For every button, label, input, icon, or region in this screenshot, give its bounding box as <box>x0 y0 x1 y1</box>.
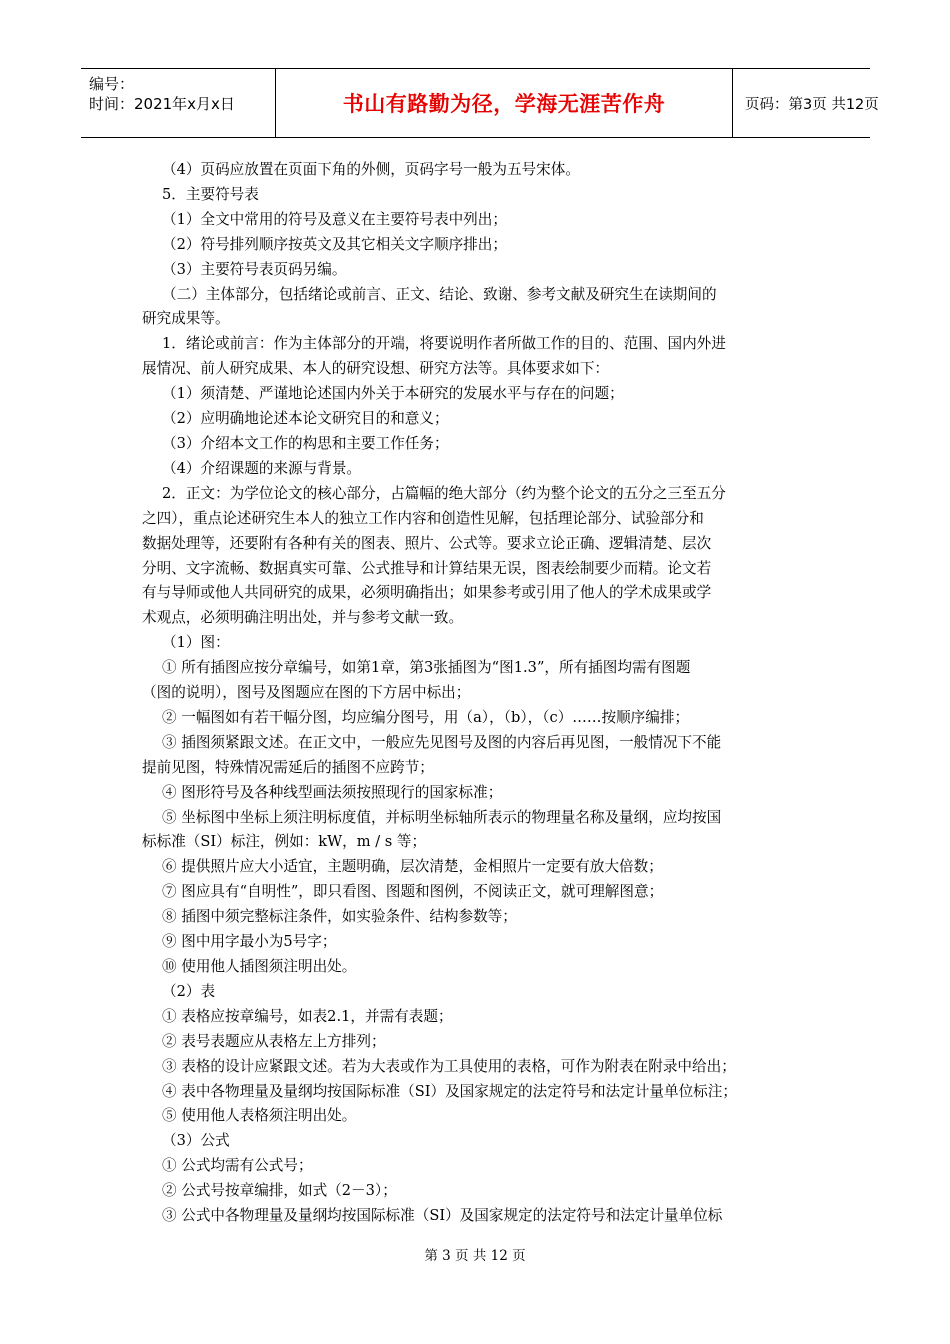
page-footer-number: 第 3 页 共 12 页 <box>424 1248 526 1264</box>
page-header <box>81 68 879 138</box>
text-line: （2）符号排列顺序按英文及其它相关文字顺序排出； <box>162 235 507 253</box>
text-line: ② 一幅图如有若干幅分图，均应编分图号，用（a），（b），（c）……按顺序编排； <box>162 708 690 726</box>
text-line: ⑧ 插图中须完整标注条件，如实验条件、结构参数等； <box>162 908 517 926</box>
text-line: ① 所有插图应按分章编号，如第1章，第3张插图为“图1.3”，所有插图均需有图题 <box>162 659 691 677</box>
text-line: （3）公式 <box>162 1132 230 1150</box>
text-line: ② 表号表题应从表格左上方排列； <box>162 1032 386 1050</box>
text-line: 术观点，必须明确注明出处，并与参考文献一致。 <box>142 609 464 627</box>
text-line: 标标准（SI）标注，例如：kW，m / s 等； <box>142 833 427 851</box>
text-line: 有与导师或他人共同研究的成果，必须明确指出；如果参考或引用了他人的学术成果或学 <box>142 584 712 602</box>
text-line: （4）介绍课题的来源与背景。 <box>162 459 362 477</box>
text-line: ③ 公式中各物理量及量纲均按国际标准（SI）及国家规定的法定符号和法定计量单位标 <box>162 1207 723 1225</box>
text-line: （1）须清楚、严谨地论述国内外关于本研究的发展水平与存在的问题； <box>162 385 624 403</box>
text-line: （3）介绍本文工作的构思和主要工作任务； <box>162 434 449 452</box>
header-page-info-text: 页码：第3页 共12页 <box>745 96 879 113</box>
text-line: ⑨ 图中用字最小为5号字； <box>162 933 337 951</box>
header-page-info <box>733 69 879 137</box>
text-line: ③ 插图须紧跟文述。在正文中，一般应先见图号及图的内容后再见图，一般情况下不能 <box>162 733 722 751</box>
header-motto: 书山有路勤为径，学海无涯苦作舟 <box>276 69 733 137</box>
text-line: （1）图： <box>162 634 230 652</box>
text-line: ⑤ 使用他人表格须注明出处。 <box>162 1107 357 1125</box>
text-line: 之四），重点论述研究生本人的独立工作内容和创造性见解，包括理论部分、试验部分和 <box>142 509 704 527</box>
text-line: （图的说明），图号及图题应在图的下方居中标出； <box>142 684 471 702</box>
document-date-label: 时间：2021年x月x日 <box>89 95 235 113</box>
text-line: 1．绪论或前言：作为主体部分的开端，将要说明作者所做工作的目的、范围、国内外进 <box>162 335 726 353</box>
text-line: 2．正文：为学位论文的核心部分，占篇幅的绝大部分（约为整个论文的五分之三至五分 <box>162 484 726 502</box>
text-line: （2）表 <box>162 982 216 1000</box>
text-line: （二）主体部分，包括绪论或前言、正文、结论、致谢、参考文献及研究生在读期间的 <box>162 285 717 303</box>
document-body <box>142 158 810 1229</box>
text-line: ③ 表格的设计应紧跟文述。若为大表或作为工具使用的表格，可作为附表在附录中给出； <box>162 1057 736 1075</box>
text-line: 研究成果等。 <box>142 310 230 328</box>
text-line: 5．主要符号表 <box>162 185 259 203</box>
text-line: （1）全文中常用的符号及意义在主要符号表中列出； <box>162 210 507 228</box>
text-line: ② 公式号按章编排，如式（2－3）； <box>162 1182 397 1200</box>
text-line: ⑦ 图应具有“自明性”，即只看图、图题和图例，不阅读正文，就可理解图意； <box>162 883 664 901</box>
document-number-label: 编号： <box>89 75 135 93</box>
text-line: ④ 表中各物理量及量纲均按国际标准（SI）及国家规定的法定符号和法定计量单位标注； <box>162 1082 737 1100</box>
text-line: ⑩ 使用他人插图须注明出处。 <box>162 958 357 975</box>
text-line: ① 公式均需有公式号； <box>162 1157 313 1175</box>
text-line: 分明、文字流畅、数据真实可靠、公式推导和计算结果无误，图表绘制要少而精。论文若 <box>142 559 712 577</box>
text-line: （2）应明确地论述本论文研究目的和意义； <box>162 410 449 428</box>
text-line: ⑤ 坐标图中坐标上须注明标度值，并标明坐标轴所表示的物理量名称及量纲，应均按国 <box>162 808 722 826</box>
text-line: （4）页码应放置在页面下角的外侧，页码字号一般为五号宋体。 <box>162 161 580 178</box>
header-meta <box>81 69 276 137</box>
text-line: （3）主要符号表页码另编。 <box>162 260 347 278</box>
text-line: 数据处理等，还要附有各种有关的图表、照片、公式等。要求立论正确、逻辑清楚、层次 <box>142 534 712 552</box>
text-line: 提前见图，特殊情况需延后的插图不应跨节； <box>142 758 434 776</box>
text-line: ④ 图形符号及各种线型画法须按照现行的国家标准； <box>162 783 503 801</box>
text-line: ① 表格应按章编号，如表2.1，并需有表题； <box>162 1007 453 1025</box>
text-line: 展情况、前人研究成果、本人的研究设想、研究方法等。具体要求如下： <box>142 360 610 378</box>
text-line: ⑥ 提供照片应大小适宜，主题明确，层次清楚，金相照片一定要有放大倍数； <box>162 858 663 876</box>
